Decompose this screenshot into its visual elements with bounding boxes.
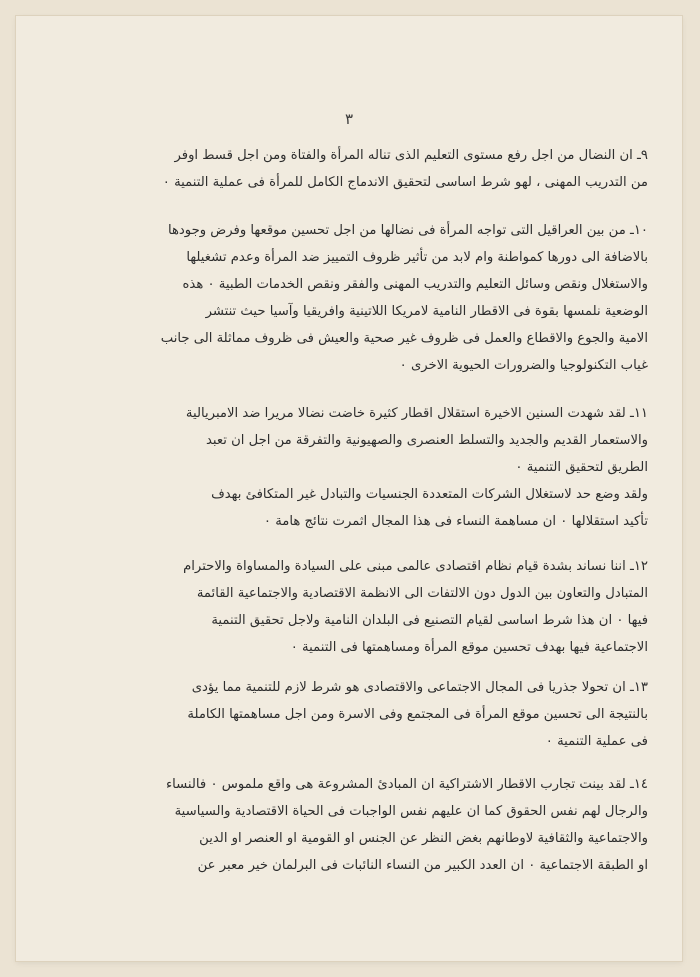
paragraph-12 [74,553,648,661]
page-number: ٣ [344,110,354,128]
paragraph-line: الوضعية نلمسها بقوة فى الاقطار النامية لامريكا اللاتينية وافريقيا وآسيا حيث تنتشر [205,304,648,319]
paragraph-line: ١٤ـ لقد بينت تجارب الاقطار الاشتراكية ان المبادئ المشروعة هى واقع ملموس ٠ فالنساء [165,777,648,792]
paragraph-line: فيها ٠ ان هذا شرط اساسى لقيام التصنيع فى البلدان النامية ولاجل تحقيق التنمية [211,613,648,628]
paragraph-line: والاستغلال ونقص وسائل التعليم والتدريب المهنى والفقر ونقص الخدمات الطبية ٠ هذه [182,277,648,292]
paragraph-line: غياب التكنولوجيا والضرورات الحيوية الاخرى ٠ [399,358,648,373]
paragraph-line: ١٢ـ اننا نساند بشدة قيام نظام اقتصادى عالمى مبنى على السيادة والمساواة والاحترام [183,559,648,574]
paragraph-13 [74,674,648,755]
paragraph-line: ٩ـ ان النضال من اجل رفع مستوى التعليم الذى تناله المرأة والفتاة ومن اجل قسط اوفر [174,148,648,163]
paragraph-line: فى عملية التنمية ٠ [545,734,648,749]
paragraph-line: والاجتماعية والثقافية لاوطانهم بغض النظر عن الجنس او القومية او العنصر او الدين [199,831,648,846]
paragraph-line: الطريق لتحقيق التنمية ٠ [515,460,648,475]
paragraph-line: والرجال لهم نفس الحقوق كما ان عليهم نفس الواجبات فى الحياة الاقتصادية والسياسية [174,804,648,819]
paragraph-line: ١٠ـ من بين العراقيل التى تواجه المرأة فى نضالها من اجل تحسين موقعها وفرض وجودها [167,223,648,238]
paragraph-line: تأكيد استقلالها ٠ ان مساهمة النساء فى هذا المجال اثمرت نتائج هامة ٠ [263,514,648,529]
paragraph-line: ولقد وضع حد لاستغلال الشركات المتعددة الجنسيات والتبادل غير المتكافئ بهدف [211,487,648,502]
paragraph-line: المتبادل والتعاون بين الدول دون الالتفات الى الانظمة الاقتصادية والاجتماعية القائمة [196,586,648,601]
paragraph-10 [74,217,648,379]
paragraph-line: او الطبقة الاجتماعية ٠ ان العدد الكبير من النساء النائبات فى البرلمان خير معبر عن [197,858,648,873]
paragraph-line: ١١ـ لقد شهدت السنين الاخيرة استقلال اقطار كثيرة خاضت نضالا مريرا ضد الامبريالية [185,406,648,421]
paragraph-line: الاجتماعية فيها بهدف تحسين موقع المرأة ومساهمتها فى التنمية ٠ [290,640,648,655]
paragraph-line: من التدريب المهنى ، لهو شرط اساسى لتحقيق الاندماج الكامل للمرأة فى عملية التنمية ٠ [162,175,648,190]
paragraph-line: والاستعمار القديم والجديد والتسلط العنصرى والصهيونية والتفرقة من اجل ان تعبد [205,433,648,448]
paragraph-14 [74,771,648,879]
paragraph-11 [74,400,648,535]
paragraph-line: بالنتيجة الى تحسين موقع المرأة فى المجتمع وفى الاسرة ومن اجل مساهمتها الكاملة [187,707,648,722]
document-page [16,16,682,961]
paragraph-9 [74,142,648,196]
paragraph-line: بالاضافة الى دورها كمواطنة وام لابد من تأثير ظروف التمييز ضد المرأة وعدم تشغيلها [186,250,648,265]
paragraph-line: ١٣ـ ان تحولا جذريا فى المجال الاجتماعى والاقتصادى هو شرط لازم للتنمية مما يؤدى [191,680,648,695]
paragraph-line: الامية والجوع والاقطاع والعمل فى ظروف غير صحية والعيش فى ظروف مماثلة الى جانب [160,331,648,346]
